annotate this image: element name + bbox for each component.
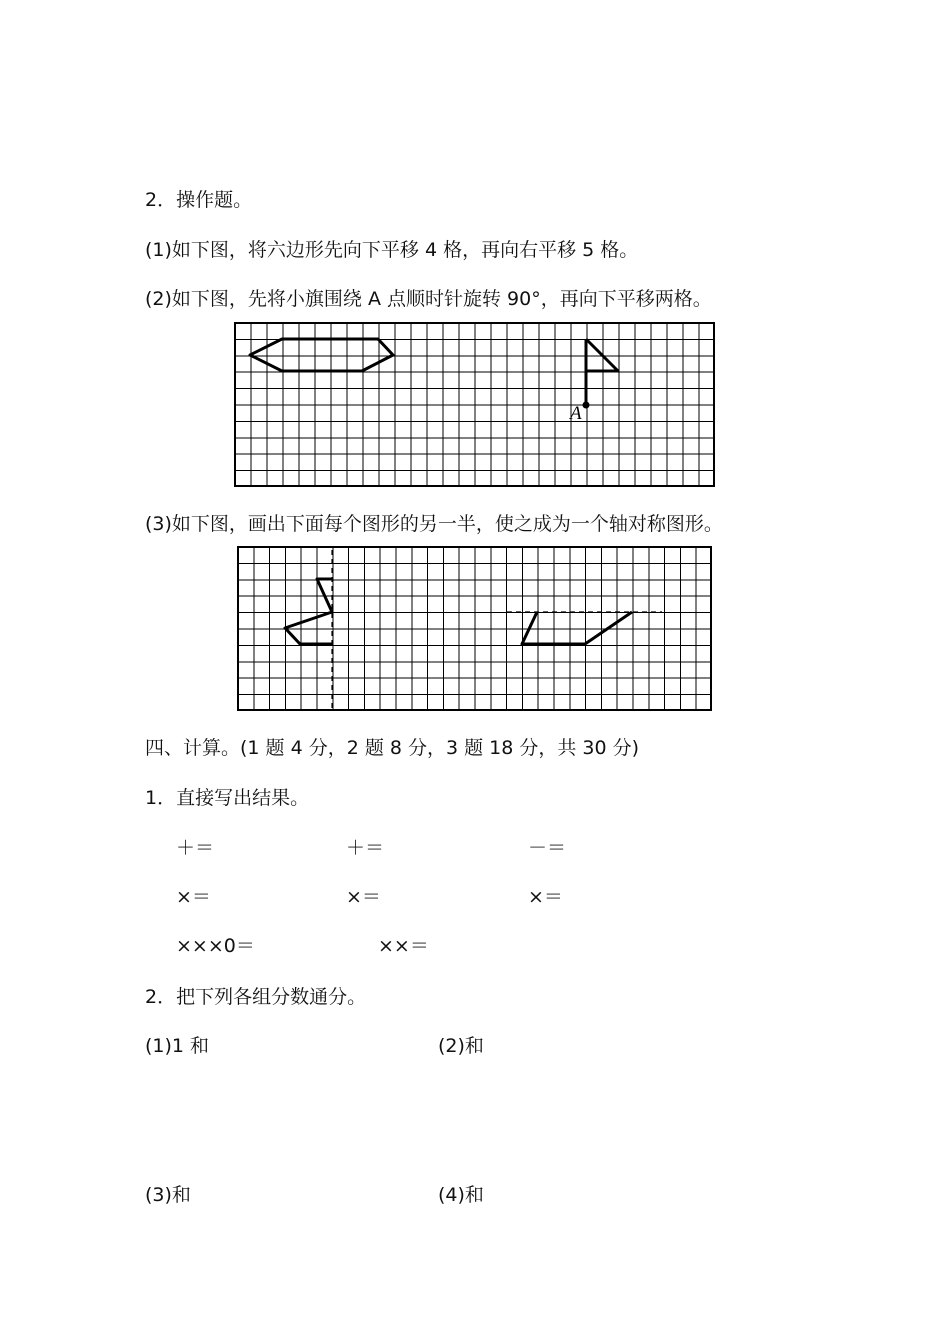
expr-3-2: ××＝ bbox=[378, 935, 429, 957]
grid-figure-1 bbox=[234, 322, 716, 488]
grid-figure-2 bbox=[237, 546, 713, 712]
left-half-shape bbox=[285, 579, 332, 644]
question-2-part-2: (2)如下图，先将小旗围绕 A 点顺时针旋转 90°，再向下平移两格。 bbox=[145, 288, 712, 310]
expr-1-2: ＋＝ bbox=[346, 837, 385, 859]
expr-2-3: ×＝ bbox=[528, 886, 563, 908]
fraction-pair-1: (1)1 和 bbox=[145, 1035, 210, 1057]
expr-1-1: ＋＝ bbox=[176, 837, 215, 859]
flag-shape bbox=[586, 339, 618, 405]
hexagon-shape bbox=[250, 339, 393, 371]
fraction-pair-3: (3)和 bbox=[145, 1184, 191, 1206]
calc-question-1-title: 1．直接写出结果。 bbox=[145, 787, 310, 809]
expr-3-1: ×××0＝ bbox=[176, 935, 255, 957]
point-a-dot bbox=[583, 402, 590, 409]
expr-2-1: ×＝ bbox=[176, 886, 211, 908]
expr-2-2: ×＝ bbox=[346, 886, 381, 908]
fraction-pair-2: (2)和 bbox=[438, 1035, 484, 1057]
section-4-title: 四、计算。(1 题 4 分，2 题 8 分，3 题 18 分，共 30 分) bbox=[145, 737, 640, 759]
question-2-title: 2．操作题。 bbox=[145, 189, 253, 211]
expr-1-3: －＝ bbox=[528, 837, 567, 859]
fraction-pair-4: (4)和 bbox=[438, 1184, 484, 1206]
calc-question-2-title: 2．把下列各组分数通分。 bbox=[145, 986, 367, 1008]
point-a-label: A bbox=[570, 403, 582, 424]
question-2-part-3: (3)如下图，画出下面每个图形的另一半，使之成为一个轴对称图形。 bbox=[145, 513, 723, 535]
question-2-part-1: (1)如下图，将六边形先向下平移 4 格，再向右平移 5 格。 bbox=[145, 239, 639, 261]
